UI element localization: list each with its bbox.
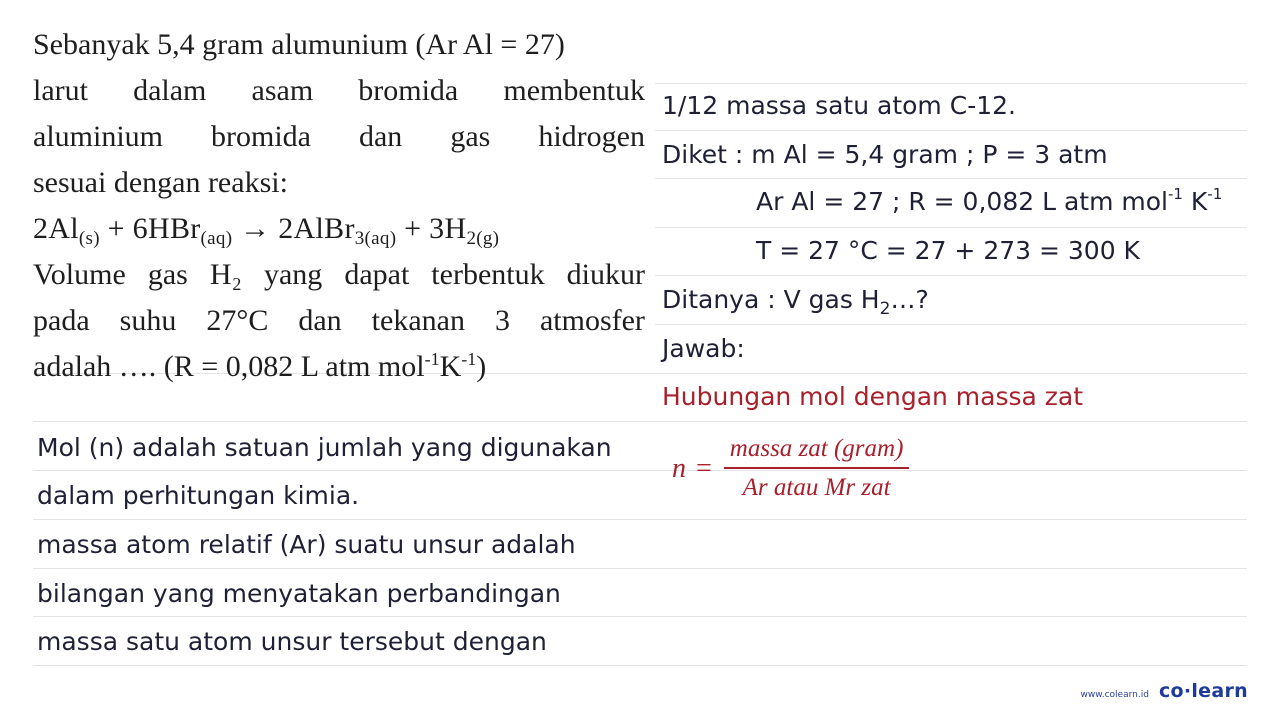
colearn-logo: co·learn	[1158, 680, 1248, 702]
note-jawab: Jawab:	[662, 334, 745, 363]
note-left-3: massa atom relatif (Ar) suatu unsur adalah	[37, 530, 576, 559]
brand-site-url: www.colearn.id	[1080, 690, 1149, 700]
brand-footer	[1080, 680, 1248, 702]
note-left-1: Mol (n) adalah satuan jumlah yang digunakan	[37, 433, 612, 462]
note-heading-mol-massa: Hubungan mol dengan massa zat	[662, 382, 1084, 411]
note-ditanya: Ditanya : V gas $H_2\dots$?	[662, 285, 929, 319]
note-definition-end: 1/12 massa satu atom C-12.	[662, 91, 1016, 120]
mol-formula	[672, 434, 909, 503]
question-line-2: larut dalam asam bromida membentuk	[33, 74, 645, 107]
question-line-1: Sebanyak 5,4 gram alumunium (Ar Al = 27)	[33, 28, 565, 61]
question-line-4: sesuai dengan reaksi:	[33, 166, 288, 199]
note-left-4: bilangan yang menyatakan perbandingan	[37, 579, 561, 608]
reaction-equation: $2Al_{(s)} + 6HBr_{(aq)}$ → 2AlBr$_{3(aq)}$ + $3H_{2(g)}$	[33, 212, 500, 249]
formula-equals: =	[696, 452, 712, 484]
question-line-3: aluminium bromida dan gas hidrogen	[33, 120, 645, 153]
note-diket-3: T = 27 °C = 27 + 273 = 300 K	[756, 236, 1140, 265]
fraction-bar	[724, 467, 910, 469]
formula-denominator: Ar atau Mr zat	[742, 474, 891, 501]
note-diket-2: Ar Al = 27 ; R = 0,082 L atm mol$^{-1}$ $K^{-1}$	[756, 185, 1223, 216]
formula-fraction	[724, 434, 910, 503]
question-text	[33, 22, 645, 390]
question-line-6: Volume gas H₂ yang dapat terbentuk diukur	[33, 258, 645, 291]
question-line-8: adalah …. (R = 0,082 L atm $mol^{-1}K^{-1}$)	[33, 349, 487, 383]
note-left-2: dalam perhitungan kimia.	[37, 481, 360, 510]
note-diket-1: Diket : m Al = 5,4 gram ; P = 3 atm	[662, 140, 1108, 169]
note-left-5: massa satu atom unsur tersebut dengan	[37, 627, 547, 656]
formula-variable: n	[672, 452, 686, 484]
formula-numerator: massa zat (gram)	[729, 435, 904, 462]
question-line-7: pada suhu 27°C dan tekanan 3 atmosfer	[33, 304, 645, 337]
